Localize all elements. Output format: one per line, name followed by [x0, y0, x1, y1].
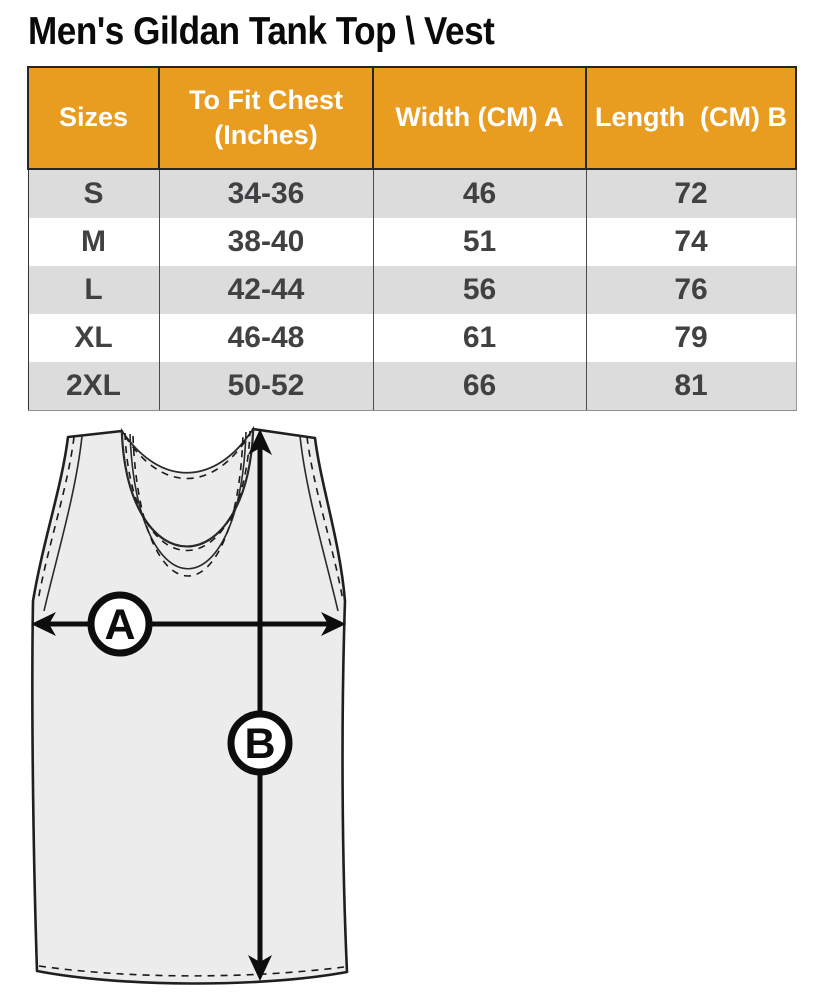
size-table — [27, 66, 797, 411]
chest-cell: 38-40 — [159, 218, 373, 266]
page-title: Men's Gildan Tank Top \ Vest — [28, 10, 495, 53]
size-cell: M — [28, 218, 159, 266]
tank-top-measurement-diagram — [10, 421, 370, 1005]
table-row-s — [28, 169, 796, 218]
length-cell: 79 — [586, 314, 796, 362]
size-cell: L — [28, 266, 159, 314]
chest-cell: 46-48 — [159, 314, 373, 362]
col-header-chest: To Fit Chest (Inches) — [159, 67, 373, 169]
col-header-sizes: Sizes — [28, 67, 159, 169]
length-label: B — [244, 720, 276, 768]
width-cell: 61 — [373, 314, 586, 362]
length-cell: 74 — [586, 218, 796, 266]
table-row-xl — [28, 314, 796, 362]
width-label: A — [104, 601, 136, 649]
chest-cell: 42-44 — [159, 266, 373, 314]
length-cell: 72 — [586, 169, 796, 218]
chest-cell: 34-36 — [159, 169, 373, 218]
length-cell: 76 — [586, 266, 796, 314]
size-cell: 2XL — [28, 362, 159, 411]
col-header-length: Length (CM) B — [586, 67, 796, 169]
size-table-header — [28, 67, 796, 169]
size-cell: XL — [28, 314, 159, 362]
chest-cell: 50-52 — [159, 362, 373, 411]
width-cell: 46 — [373, 169, 586, 218]
col-header-width: Width (CM) A — [373, 67, 586, 169]
length-cell: 81 — [586, 362, 796, 411]
size-cell: S — [28, 169, 159, 218]
width-cell: 56 — [373, 266, 586, 314]
table-row-m — [28, 218, 796, 266]
width-cell: 66 — [373, 362, 586, 411]
table-row-2xl — [28, 362, 796, 411]
table-row-l — [28, 266, 796, 314]
width-cell: 51 — [373, 218, 586, 266]
